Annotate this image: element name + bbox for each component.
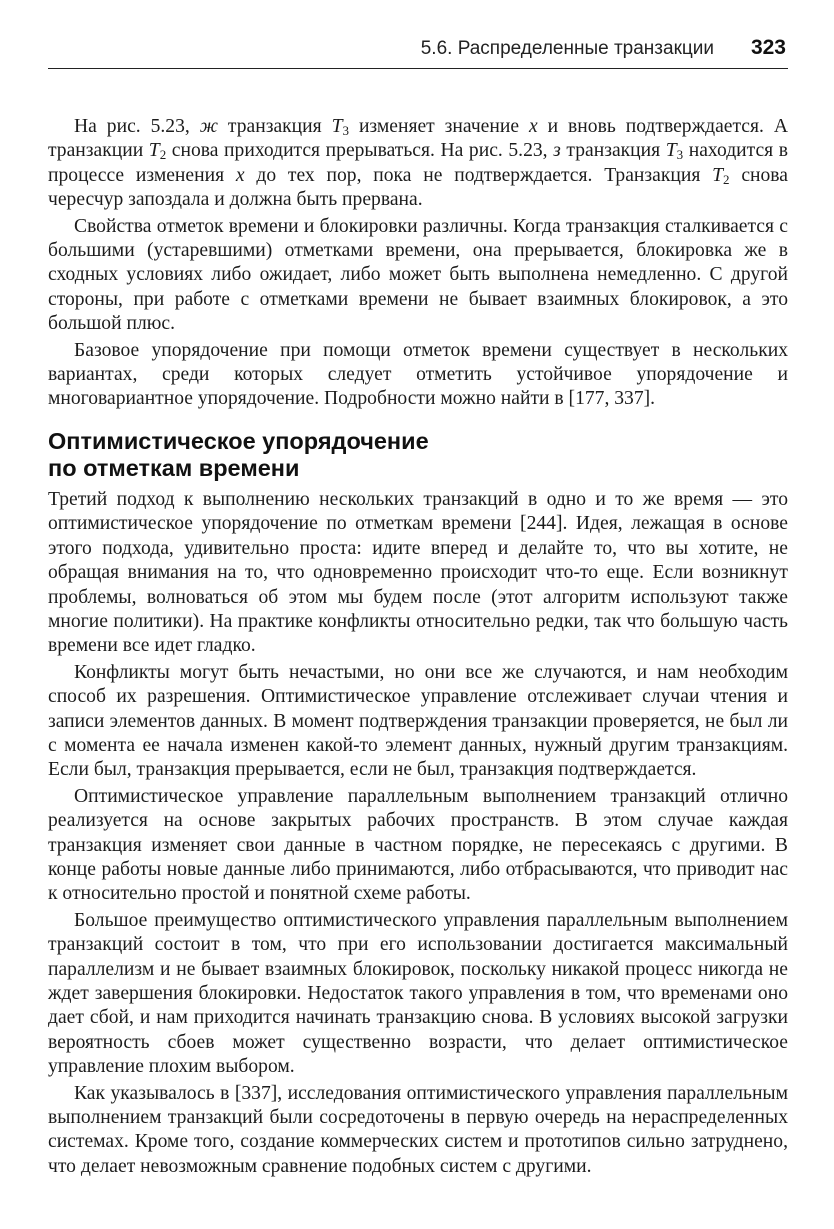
paragraphs-bottom	[48, 488, 788, 1179]
text-run: Как указывалось в [337], исследования оптимистического управления параллельным выполнением транзакций были сосредоточены в первую очередь на нераспределенных системах. Кроме того, создание коммерческих систем и прототипов сильно затруднено, что делает невозможным сравнение подобных систем с другими.	[48, 1082, 788, 1177]
italic-text: ж	[199, 116, 218, 137]
text-run: Свойства отметок времени и блокировки различны. Когда транзакция сталкивается с большими (устаревшими) отметками времени, она прерывается, блокировка же в сходных условиях либо ожидает, либо может быть выполнена немедленно. С другой стороны, при работе с отметками времени не бывает взаимных блокировок, а это большой плюс.	[48, 215, 788, 335]
italic-text: x	[528, 116, 538, 137]
text-run: снова приходится прерываться. На рис. 5.23,	[166, 140, 554, 162]
running-header-title: 5.6. Распределенные транзакции	[420, 38, 714, 59]
paragraph	[48, 215, 788, 337]
text-run: и вновь подтверждается. А транзакции	[48, 116, 788, 162]
paragraph	[48, 661, 788, 783]
text-run: транзакция	[217, 116, 332, 137]
text-run: транзакция	[560, 140, 666, 162]
subscript: 2	[159, 147, 167, 163]
text-run: Конфликты могут быть нечастыми, но они все же случаются, и нам необходим способ их разрешения. Оптимистическое управление отслеживает случаи чтения и записи элементов данных. В момент подтверждения транзакции проверяется, не был ли с момента ее начала изменен какой-то элемент данных, нужный другим транзакциям. Если был, транзакция прерывается, если не был, транзакция подтверждается.	[48, 661, 788, 781]
italic-text: T	[665, 140, 677, 162]
subscript: 2	[723, 171, 730, 187]
italic-text: T	[331, 116, 343, 137]
text-run: изменяет значение	[349, 116, 529, 137]
paragraph	[48, 1082, 788, 1180]
paragraph	[48, 785, 788, 907]
paragraph	[48, 115, 788, 213]
text-run: Третий подход к выполнению нескольких транзакций в одно и то же время — это оптимистическое упорядочение по отметкам времени [244]. Идея, лежащая в основе этого подхода, удивительно проста: идите вперед и делайте то, что вы хотите, не обращая внимания на то, что одновременно происходит что-то еще. Если возникнут проблемы, волноваться об этом мы будем после (этот алгоритм используют также многие политики). На практике конфликты относительно редки, так что большую часть времени все идет гладко.	[48, 488, 788, 657]
page-number: 323	[750, 36, 786, 59]
italic-text: з	[553, 140, 561, 162]
body-text	[48, 115, 788, 1181]
subscript: 3	[676, 147, 684, 163]
text-run: до тех пор, пока не подтверждается. Транзакция	[244, 164, 713, 186]
italic-text: T	[148, 140, 160, 162]
text-run: Оптимистическое управление параллельным выполнением транзакций отлично реализуется на основе закрытых рабочих пространств. В этом случае каждая транзакция изменяет свои данные в частном порядке, не пересекаясь с другими. В конце работы новые данные либо принимаются, либо отбрасываются, что приводит нас к относительно простой и понятной схеме работы.	[48, 785, 788, 905]
subscript: 3	[342, 123, 349, 138]
paragraph	[48, 909, 788, 1080]
text-run: снова чересчур запоздала и должна быть прервана.	[48, 164, 788, 211]
section-heading-line-2: по отметкам времени	[48, 454, 300, 481]
section-heading	[48, 428, 788, 482]
paragraph	[48, 488, 788, 659]
text-run: Базовое упорядочение при помощи отметок времени существует в нескольких вариантах, среди которых следует отметить устойчивое упорядочение и многовариантное упорядочение. Подробности можно найти в [177, 337].	[48, 339, 788, 410]
text-run: находится в процессе изменения	[48, 140, 789, 186]
running-header	[48, 30, 788, 69]
section-heading-line-1: Оптимистическое упорядочение	[48, 427, 429, 454]
text-run: На рис. 5.23,	[74, 116, 200, 137]
italic-text: T	[712, 164, 724, 186]
paragraphs-top	[48, 115, 788, 412]
text-run: Большое преимущество оптимистического управления параллельным выполнением транзакций состоит в том, что при его использовании достигается максимальный параллелизм и не бывает взаимных блокировок, поскольку никакой процесс никогда не ждет завершения блокировки. Недостаток такого управления в том, что временами оно дает сбой, и нам приходится начинать транзакцию снова. В условиях высокой загрузки вероятность сбоев может существенно возрасти, что делает оптимистическое управление плохим выбором.	[48, 909, 788, 1078]
paragraph	[48, 339, 788, 412]
italic-text: x	[235, 164, 245, 186]
